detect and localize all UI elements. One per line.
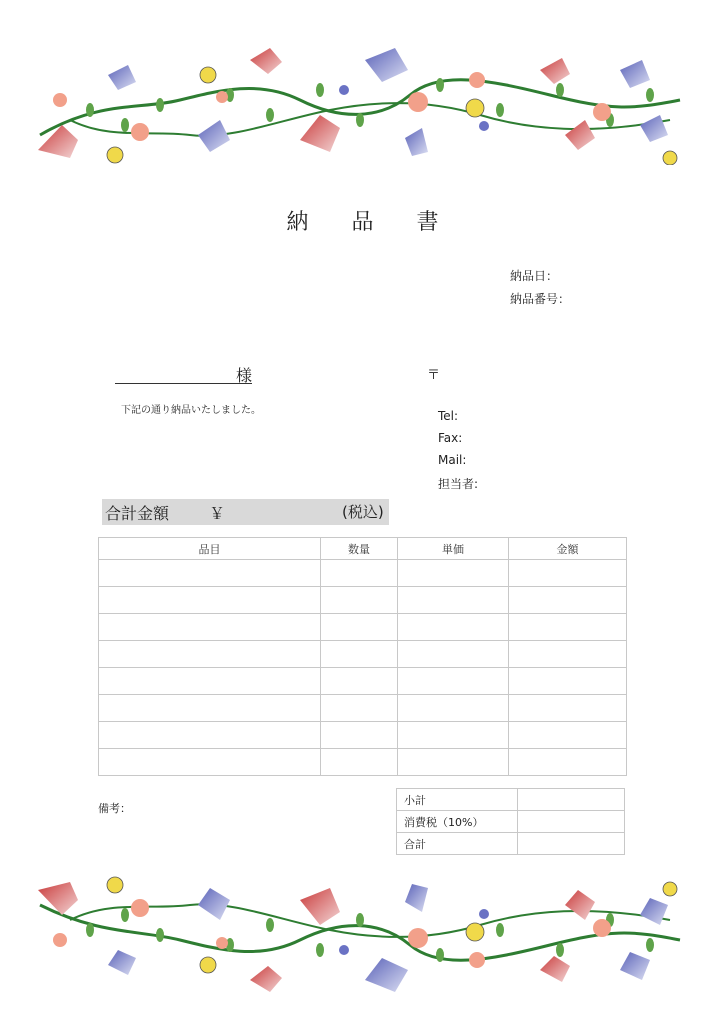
item-cell[interactable] <box>99 722 321 749</box>
grand-total-value[interactable] <box>518 833 625 855</box>
header-quantity: 数量 <box>321 538 398 560</box>
recipient-name-field[interactable] <box>115 365 252 384</box>
summary-row-subtotal <box>397 789 625 811</box>
amount-cell[interactable] <box>509 614 627 641</box>
unit-price-cell[interactable] <box>398 695 509 722</box>
item-cell[interactable] <box>99 668 321 695</box>
table-row <box>99 695 627 722</box>
tax-included-note: (税込) <box>342 503 384 521</box>
unit-price-cell[interactable] <box>398 587 509 614</box>
table-row <box>99 614 627 641</box>
quantity-cell[interactable] <box>321 560 398 587</box>
quantity-cell[interactable] <box>321 749 398 776</box>
currency-mark: ￥ <box>209 504 226 523</box>
table-row <box>99 722 627 749</box>
header-item: 品目 <box>99 538 321 560</box>
floral-border-top-icon <box>30 40 695 165</box>
table-header-row <box>99 538 627 560</box>
quantity-cell[interactable] <box>321 695 398 722</box>
amount-cell[interactable] <box>509 668 627 695</box>
quantity-cell[interactable] <box>321 641 398 668</box>
item-cell[interactable] <box>99 749 321 776</box>
tel-label: Tel: <box>438 409 459 423</box>
tax-value[interactable] <box>518 811 625 833</box>
quantity-cell[interactable] <box>321 722 398 749</box>
table-row <box>99 587 627 614</box>
total-amount-label: 合計金額 <box>105 504 170 523</box>
item-cell[interactable] <box>99 587 321 614</box>
item-cell[interactable] <box>99 560 321 587</box>
recipient-honorific: 様 <box>236 366 253 385</box>
table-row <box>99 641 627 668</box>
delivery-number-label: 納品番号： <box>510 292 571 306</box>
summary-table <box>396 788 625 855</box>
amount-cell[interactable] <box>509 749 627 776</box>
tax-label: 消費税（10%） <box>397 811 518 833</box>
item-cell[interactable] <box>99 641 321 668</box>
fax-label: Fax: <box>438 431 463 445</box>
unit-price-cell[interactable] <box>398 641 509 668</box>
grand-total-label: 合計 <box>397 833 518 855</box>
unit-price-cell[interactable] <box>398 749 509 776</box>
table-row <box>99 560 627 587</box>
remarks-label: 備考： <box>98 802 131 815</box>
floral-border-bottom-icon <box>30 875 695 1000</box>
postal-code-mark: 〒 <box>427 368 441 383</box>
amount-cell[interactable] <box>509 722 627 749</box>
amount-cell[interactable] <box>509 560 627 587</box>
quantity-cell[interactable] <box>321 587 398 614</box>
summary-row-tax <box>397 811 625 833</box>
delivery-note: 下記の通り納品いたしました。 <box>121 405 261 416</box>
unit-price-cell[interactable] <box>398 668 509 695</box>
subtotal-label: 小計 <box>397 789 518 811</box>
table-row <box>99 668 627 695</box>
items-table <box>98 537 627 776</box>
table-row <box>99 749 627 776</box>
amount-cell[interactable] <box>509 641 627 668</box>
amount-cell[interactable] <box>509 587 627 614</box>
mail-label: Mail: <box>438 453 467 467</box>
quantity-cell[interactable] <box>321 668 398 695</box>
header-unit-price: 単価 <box>398 538 509 560</box>
item-cell[interactable] <box>99 614 321 641</box>
document-title: 納 品 書 <box>286 210 457 235</box>
header-amount: 金額 <box>509 538 627 560</box>
subtotal-value[interactable] <box>518 789 625 811</box>
summary-row-total <box>397 833 625 855</box>
person-in-charge-label: 担当者: <box>438 477 479 491</box>
unit-price-cell[interactable] <box>398 614 509 641</box>
delivery-date-label: 納品日： <box>510 269 559 283</box>
unit-price-cell[interactable] <box>398 560 509 587</box>
item-cell[interactable] <box>99 695 321 722</box>
amount-cell[interactable] <box>509 695 627 722</box>
unit-price-cell[interactable] <box>398 722 509 749</box>
quantity-cell[interactable] <box>321 614 398 641</box>
